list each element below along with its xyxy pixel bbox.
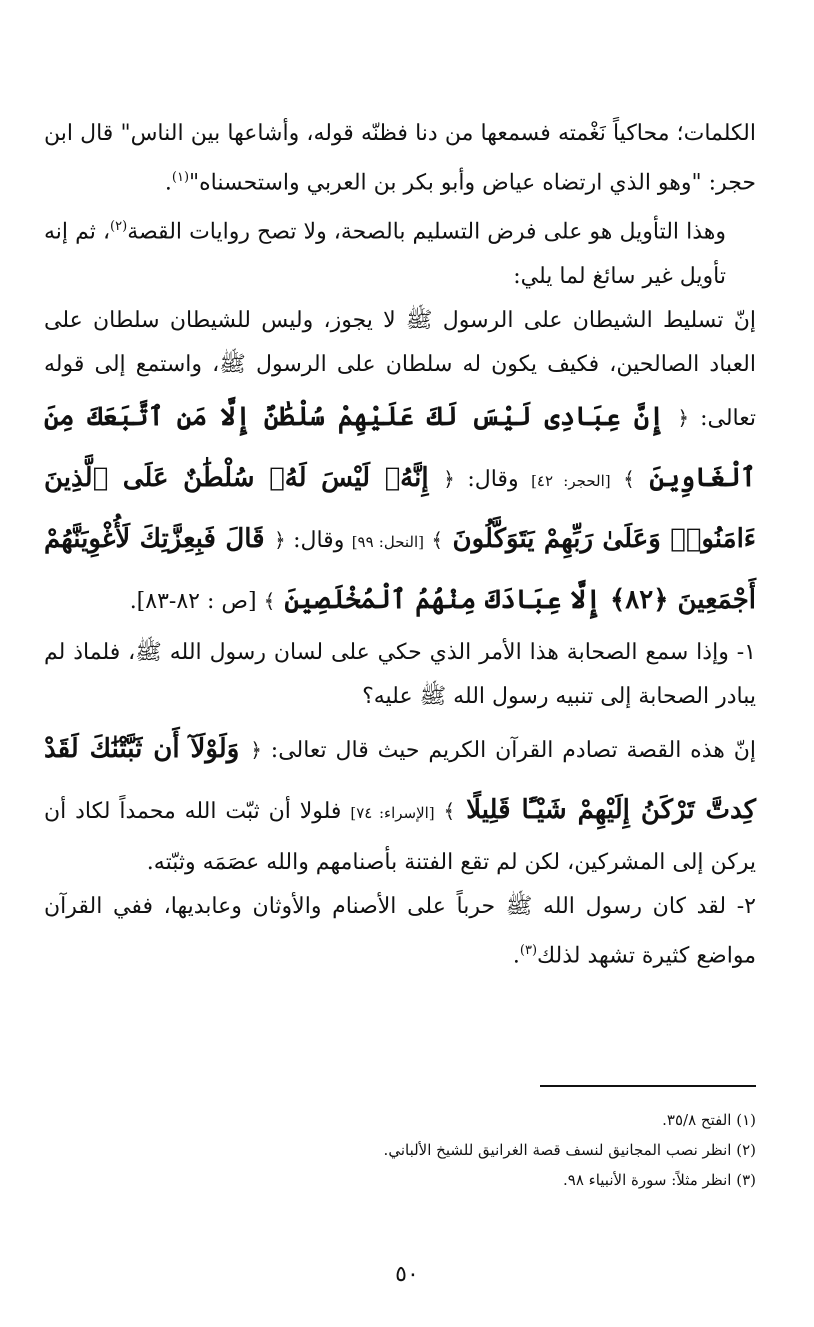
verse-1-reference: [الحجر: ٤٢] xyxy=(531,471,611,490)
numbered-point-1-text: ١- وإذا سمع الصحابة هذا الأمر الذي حكي على لسان رسول الله ﷺ، فلماذ لم يبادر الصحابة إلى تنبيه رسول الله ﷺ عليه؟ xyxy=(44,639,756,709)
paragraph-1 xyxy=(44,112,756,205)
verse-brace-close: ﴾ xyxy=(431,527,444,552)
paragraph-1-text: الكلمات؛ محاكياً نَغْمته فسمعها من دنا فظنّه قوله، وأشاعها بين الناس" قال ابن حجر: "وهو الذي ارتضاه عياض وأبو بكر بن العربي واستحسناه" xyxy=(44,121,756,196)
footnote-ref-3[interactable]: (٣) xyxy=(519,942,538,958)
footnote-1: (١) الفتح ٣٥/٨. xyxy=(662,1111,756,1129)
paragraph-2-end: ، ثم إنه تأويل غير سائغ لما يلي: xyxy=(44,219,726,289)
paragraph-5 xyxy=(44,719,756,885)
paragraph-1-end: . xyxy=(164,170,172,196)
footnote-ref-2[interactable]: (٢) xyxy=(110,219,128,235)
paragraph-3 xyxy=(44,299,756,631)
verse-3-text: قَالَ فَبِعِزَّتِكَ لَأُغْوِيَنَّهُمْ أَجْمَعِينَ ﴿٨٢﴾ إِلَّا عِبَادَكَ مِنْهُمُ ٱلْمُخْلَصِينَ xyxy=(44,523,756,615)
numbered-point-1 xyxy=(44,631,756,719)
verse-brace-close: ﴾ xyxy=(623,466,635,491)
paragraph-3-text: إنّ تسليط الشيطان على الرسول ﷺ لا يجوز، وليس للشيطان سلطان على العباد الصالحين، فكيف يكون له سلطان على الرسول ﷺ، واستمع إلى قوله تعالى: xyxy=(44,307,756,431)
footnote-divider xyxy=(540,1085,756,1087)
verse-3-reference: [ص : ٨٢-٨٣]. xyxy=(129,588,257,614)
verse-brace-close: ﴾ xyxy=(443,798,456,823)
footnote-3: (٣) انظر مثلاً: سورة الأنبياء ٩٨. xyxy=(562,1171,756,1189)
verse-brace-open: ﴿ xyxy=(677,405,690,430)
paragraph-5-continuation: فلولا أن ثبّت الله محمداً لكاد أن يركن إلى المشركين، لكن لم تقع الفتنة بأصنامهم والله عصَمَه وثبّته. xyxy=(44,798,756,875)
paragraph-2-text: وهذا التأويل هو على فرض التسليم بالصحة، ولا تصح روايات القصة xyxy=(127,219,726,245)
verse-2-reference: [النحل: ٩٩] xyxy=(351,532,425,551)
footnote-2: (٢) انظر نصب المجانيق لنسف قصة الغرانيق للشيخ الألباني. xyxy=(383,1141,756,1159)
verse-brace-close: ﴾ xyxy=(263,588,276,613)
verse-brace-open: ﴿ xyxy=(443,466,455,491)
footnote-ref-1[interactable]: (١) xyxy=(171,170,190,185)
verse-1-text: إِنَّ عِبَادِى لَيْسَ لَكَ عَلَيْهِمْ سُلْطَٰنٌ إِلَّا مَنِ ٱتَّبَعَكَ مِنَ ٱلْغَاوِينَ xyxy=(44,401,756,493)
numbered-point-2-end: . xyxy=(512,942,520,968)
connector-1: وقال: xyxy=(467,466,519,492)
verse-brace-open: ﴿ xyxy=(250,737,262,762)
paragraph-5-text: إنّ هذه القصة تصادم القرآن الكريم حيث قال تعالى: xyxy=(270,737,756,763)
verse-2-text: إِنَّهُۥ لَيْسَ لَهُۥ سُلْطَٰنٌ عَلَى ٱلَّذِينَ ءَامَنُوا۟ وَعَلَىٰ رَبِّهِمْ يَتَوَكَّلُونَ xyxy=(44,462,757,554)
footnotes xyxy=(44,1105,756,1195)
paragraph-2 xyxy=(44,205,756,298)
verse-4-text: وَلَوْلَآ أَن ثَبَّتْنَٰكَ لَقَدْ كِدتَّ تَرْكَنُ إِلَيْهِمْ شَيْـًٔا قَلِيلًا xyxy=(44,733,756,825)
verse-4-reference: [الإسراء: ٧٤] xyxy=(350,803,435,822)
page-number: ٥٠ xyxy=(395,1262,419,1287)
numbered-point-2-text: ٢- لقد كان رسول الله ﷺ حرباً على الأصنام والأوثان وعابديها، ففي القرآن مواضع كثيرة تشهد لذلك xyxy=(44,893,756,968)
verse-brace-open: ﴿ xyxy=(274,527,286,552)
main-text xyxy=(44,112,756,978)
connector-2: وقال: xyxy=(293,527,345,553)
numbered-point-2 xyxy=(44,885,756,978)
